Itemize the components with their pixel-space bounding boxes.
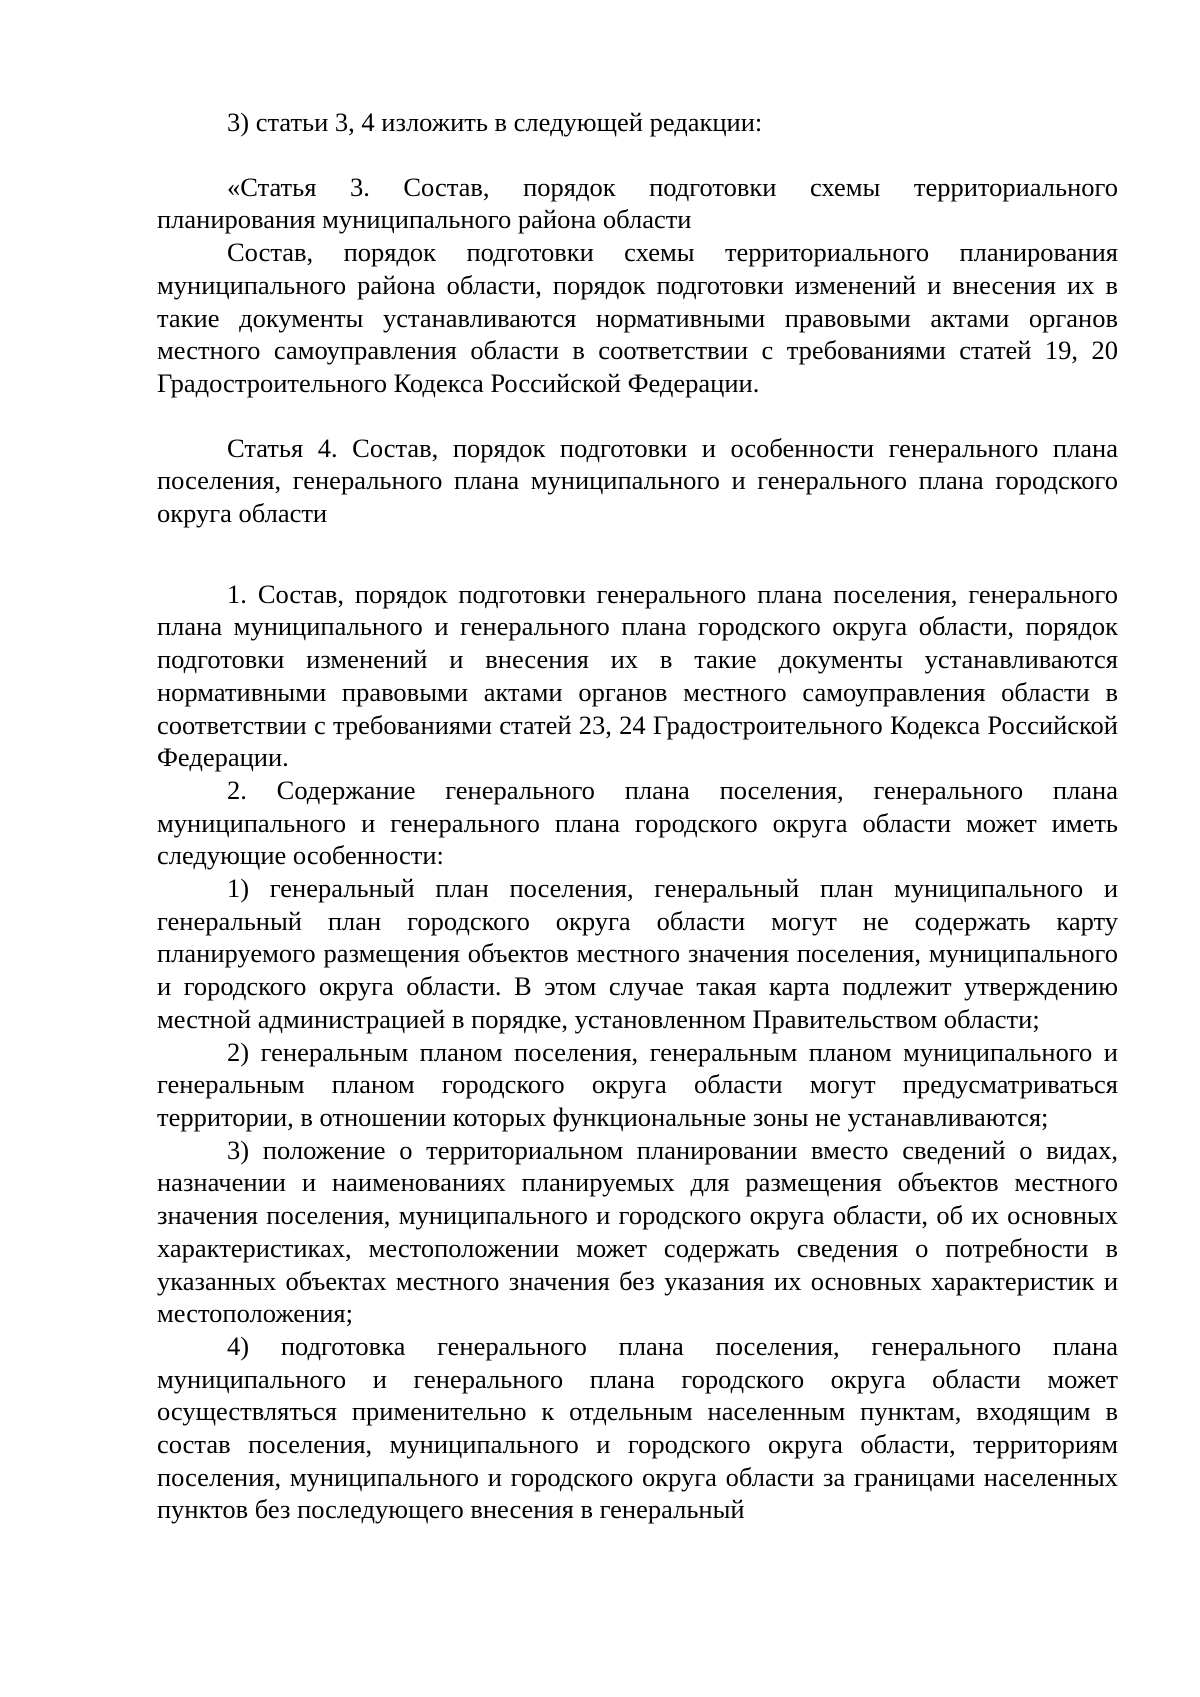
article-3-paragraph: Состав, порядок подготовки схемы территориального планирования муниципального района области, порядок подготовки изменений и внесения их в такие документы устанавливаются нормативными правовыми актами органов местного самоуправления области в соответствии с требованиями статей 19, 20 Градостроительного Кодекса Российской Федерации. (157, 237, 1118, 398)
article-4-heading: Статья 4. Состав, порядок подготовки и особенности генерального плана поселения, генерального плана муниципального и генерального плана городского округа области (157, 432, 1118, 529)
list-item-3: 3) положение о территориальном планировании вместо сведений о видах, назначении и наименованиях планируемых для размещения объектов местного значения поселения, муниципального и городского округа области, об их основных характеристиках, местоположении может содержать сведения о потребности в указанных объектах местного значения без указания их основных характеристик и местоположения; (157, 1134, 1118, 1329)
list-item-1: 1) генеральный план поселения, генеральный план муниципального и генеральный план городского округа области могут не содержать карту планируемого размещения объектов местного значения поселения, муниципального и городского округа области. В этом случае такая карта подлежит утверждению местной администрацией в порядке, установленном Правительством области; (157, 873, 1118, 1034)
clause-2-paragraph: 2. Содержание генерального плана поселения, генерального плана муниципального и генерального плана городского округа области может иметь следующие особенности: (157, 774, 1118, 871)
list-item-2: 2) генеральным планом поселения, генеральным планом муниципального и генеральным планом городского округа области могут предусматриваться территории, в отношении которых функциональные зоны не устанавливаются; (157, 1036, 1118, 1132)
document-body (157, 106, 1118, 1526)
clause-1-paragraph: 1. Состав, порядок подготовки генерального плана поселения, генерального плана муниципального и генерального плана городского округа области, порядок подготовки изменений и внесения их в такие документы устанавливаются нормативными правовыми актами органов местного самоуправления области в соответствии с требованиями статей 23, 24 Градостроительного Кодекса Российской Федерации. (157, 578, 1118, 773)
amendment-intro: 3) статьи 3, 4 изложить в следующей редакции: (227, 107, 763, 137)
list-item-4: 4) подготовка генерального плана поселения, генерального плана муниципального и генерального плана городского округа области может осуществляться применительно к отдельным населенным пунктам, входящим в состав поселения, муниципального и городского округа области, территориям поселения, муниципального и городского округа области за границами населенных пунктов без последующего внесения в генеральный (157, 1330, 1118, 1525)
article-3-heading: «Статья 3. Состав, порядок подготовки схемы территориального планирования муниципального района области (157, 171, 1118, 235)
